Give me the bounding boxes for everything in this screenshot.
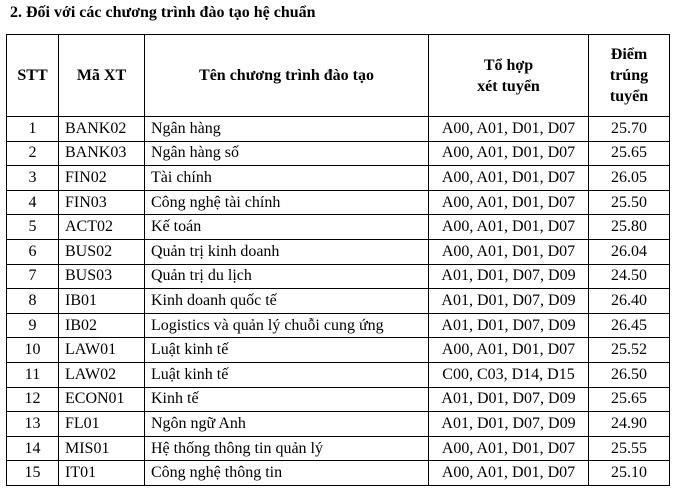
cell-admission-score: 25.80 <box>589 215 670 240</box>
table-row <box>7 313 670 338</box>
cell-stt: 7 <box>7 264 59 289</box>
header-score-line-1: Điểm <box>610 46 648 63</box>
cell-program-code: IB02 <box>59 313 145 338</box>
cell-admission-score: 25.55 <box>589 436 670 461</box>
admission-scores-table <box>6 34 670 486</box>
cell-program-name: Ngôn ngữ Anh <box>145 412 429 437</box>
cell-program-code: BUS03 <box>59 264 145 289</box>
cell-subject-combination: A01, D01, D07, D09 <box>429 313 589 338</box>
cell-subject-combination: A00, A01, D01, D07 <box>429 239 589 264</box>
cell-program-code: IT01 <box>59 461 145 486</box>
cell-subject-combination: A00, A01, D01, D07 <box>429 461 589 486</box>
cell-program-name: Logistics và quản lý chuỗi cung ứng <box>145 313 429 338</box>
cell-stt: 9 <box>7 313 59 338</box>
cell-subject-combination: A00, A01, D01, D07 <box>429 117 589 142</box>
cell-program-name: Luật kinh tế <box>145 338 429 363</box>
cell-admission-score: 26.04 <box>589 239 670 264</box>
cell-program-name: Ngân hàng <box>145 117 429 142</box>
table-row <box>7 289 670 314</box>
cell-program-name: Công nghệ tài chính <box>145 190 429 215</box>
cell-admission-score: 25.70 <box>589 117 670 142</box>
cell-admission-score: 25.50 <box>589 190 670 215</box>
cell-admission-score: 26.05 <box>589 166 670 191</box>
cell-admission-score: 26.40 <box>589 289 670 314</box>
cell-program-name: Quản trị kinh doanh <box>145 239 429 264</box>
table-row <box>7 436 670 461</box>
cell-stt: 3 <box>7 166 59 191</box>
table-row <box>7 387 670 412</box>
table-header-row <box>7 35 670 117</box>
table-row <box>7 215 670 240</box>
cell-stt: 6 <box>7 239 59 264</box>
cell-admission-score: 24.90 <box>589 412 670 437</box>
header-score-line-2: trúng <box>609 67 649 84</box>
cell-admission-score: 25.52 <box>589 338 670 363</box>
table-row <box>7 338 670 363</box>
cell-subject-combination: A00, A01, D01, D07 <box>429 166 589 191</box>
cell-program-code: FIN02 <box>59 166 145 191</box>
cell-program-name: Kinh doanh quốc tế <box>145 289 429 314</box>
header-code: Mã XT <box>59 35 145 117</box>
header-score-line-3: tuyển <box>609 88 649 105</box>
cell-subject-combination: A01, D01, D07, D09 <box>429 264 589 289</box>
table-row <box>7 362 670 387</box>
cell-subject-combination: A01, D01, D07, D09 <box>429 412 589 437</box>
cell-admission-score: 24.50 <box>589 264 670 289</box>
cell-stt: 10 <box>7 338 59 363</box>
table-row <box>7 141 670 166</box>
cell-program-code: MIS01 <box>59 436 145 461</box>
cell-program-name: Công nghệ thông tin <box>145 461 429 486</box>
table-row <box>7 412 670 437</box>
cell-subject-combination: A00, A01, D01, D07 <box>429 215 589 240</box>
cell-program-code: LAW02 <box>59 362 145 387</box>
cell-program-code: LAW01 <box>59 338 145 363</box>
cell-program-name: Ngân hàng số <box>145 141 429 166</box>
cell-program-code: BUS02 <box>59 239 145 264</box>
table-row <box>7 239 670 264</box>
cell-stt: 4 <box>7 190 59 215</box>
cell-program-name: Tài chính <box>145 166 429 191</box>
cell-stt: 13 <box>7 412 59 437</box>
cell-stt: 15 <box>7 461 59 486</box>
cell-subject-combination: A00, A01, D01, D07 <box>429 190 589 215</box>
cell-program-code: ECON01 <box>59 387 145 412</box>
cell-stt: 12 <box>7 387 59 412</box>
cell-program-code: IB01 <box>59 289 145 314</box>
cell-admission-score: 26.50 <box>589 362 670 387</box>
header-stt: STT <box>7 35 59 117</box>
cell-program-name: Quản trị du lịch <box>145 264 429 289</box>
cell-admission-score: 25.65 <box>589 141 670 166</box>
cell-program-name: Hệ thống thông tin quản lý <box>145 436 429 461</box>
header-combination-line-2: xét tuyển <box>477 77 540 95</box>
cell-program-name: Kinh tế <box>145 387 429 412</box>
cell-stt: 14 <box>7 436 59 461</box>
cell-program-code: BANK02 <box>59 117 145 142</box>
cell-stt: 8 <box>7 289 59 314</box>
cell-stt: 11 <box>7 362 59 387</box>
table-row <box>7 461 670 486</box>
cell-stt: 5 <box>7 215 59 240</box>
cell-subject-combination: A00, A01, D01, D07 <box>429 338 589 363</box>
cell-subject-combination: C00, C03, D14, D15 <box>429 362 589 387</box>
cell-program-code: FIN03 <box>59 190 145 215</box>
header-score <box>589 35 670 117</box>
header-combination <box>429 35 589 117</box>
cell-subject-combination: A00, A01, D01, D07 <box>429 436 589 461</box>
cell-program-code: ACT02 <box>59 215 145 240</box>
header-combination-line-1: Tổ hợp <box>483 56 534 74</box>
cell-stt: 2 <box>7 141 59 166</box>
cell-subject-combination: A01, D01, D07, D09 <box>429 289 589 314</box>
cell-stt: 1 <box>7 117 59 142</box>
table-row <box>7 190 670 215</box>
cell-program-code: FL01 <box>59 412 145 437</box>
cell-admission-score: 25.65 <box>589 387 670 412</box>
header-program-name: Tên chương trình đào tạo <box>145 35 429 117</box>
cell-program-name: Kế toán <box>145 215 429 240</box>
cell-subject-combination: A00, A01, D01, D07 <box>429 141 589 166</box>
table-row <box>7 264 670 289</box>
cell-program-name: Luật kinh tế <box>145 362 429 387</box>
table-row <box>7 166 670 191</box>
section-heading: 2. Đối với các chương trình đào tạo hệ chuẩn <box>10 4 316 21</box>
cell-program-code: BANK03 <box>59 141 145 166</box>
table-row <box>7 117 670 142</box>
cell-admission-score: 25.10 <box>589 461 670 486</box>
cell-admission-score: 26.45 <box>589 313 670 338</box>
cell-subject-combination: A01, D01, D07, D09 <box>429 387 589 412</box>
